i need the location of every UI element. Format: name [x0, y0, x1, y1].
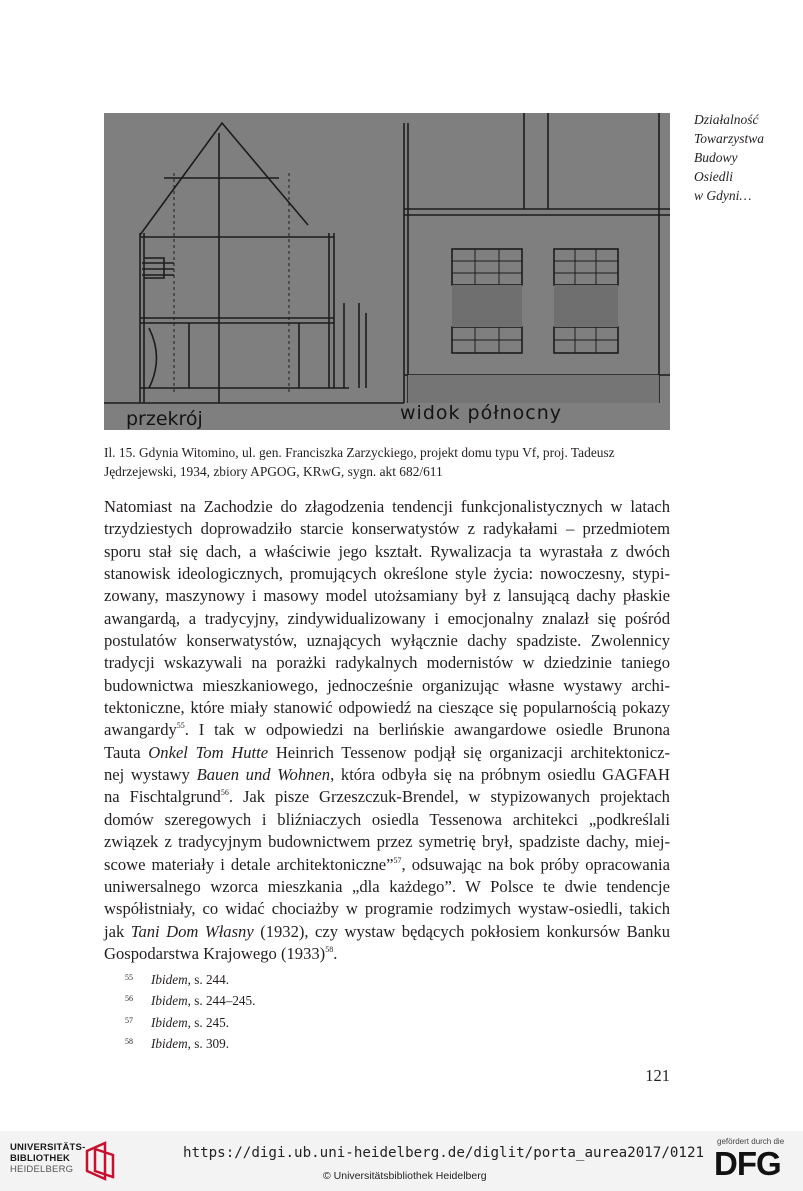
- footnotes: [125, 970, 525, 1055]
- library-name-line: BIBLIOTHEK: [10, 1153, 71, 1164]
- body-line: [104, 786, 670, 808]
- footnote-ref-text: , s. 244.: [187, 972, 230, 987]
- body-line: związek z tradycyjnym budownictwem przez symetrię brył, spadziste dachy, miej-: [104, 832, 670, 852]
- body-line: współistniały, co widać chociażby w programie rodzimych wystaw-osiedli, takich: [104, 899, 670, 919]
- library-emblem-icon: [83, 1141, 117, 1181]
- body-line: budownictwa mieszkaniowego, jednocześnie organizując własne wystawy archi-: [104, 675, 670, 695]
- footnote-text: [151, 1013, 229, 1032]
- caption-line-2: Jędrzejewski, 1934, zbiory APGOG, KRwG, sygn. akt 682/611: [104, 464, 443, 479]
- dfg-funding-caption: gefördert durch die: [717, 1137, 785, 1146]
- italic-title: Onkel Tom Hutte: [148, 742, 269, 762]
- footnote-number: 56: [125, 994, 133, 1004]
- body-line: uniwersalnego wzorca mieszkania „dla każdego”. W Polsce te dwie tendencje: [104, 876, 670, 896]
- footnote-number: 57: [125, 1015, 133, 1025]
- footnote-ibid: Ibidem: [151, 993, 188, 1009]
- university-library-logo[interactable]: [10, 1139, 120, 1183]
- italic-title: Bauen und Wohnen: [196, 765, 331, 785]
- body-text-run: nej wystawy: [104, 765, 197, 785]
- library-name-line: UNIVERSITÄTS-: [10, 1142, 86, 1153]
- footnote-text: [151, 970, 229, 989]
- body-text-run: na Fischtalgrund: [104, 787, 221, 807]
- footnote-ibid: Ibidem: [151, 1014, 188, 1030]
- body-line: [104, 719, 670, 741]
- body-text-run: awangardy: [104, 720, 177, 740]
- source-url-link[interactable]: https://digi.ub.uni-heidelberg.de/diglit/porta_aurea2017/0121: [183, 1145, 705, 1161]
- side-note-line: Budowy: [694, 150, 738, 165]
- body-text-run: scowe materiały i detale architektoniczne”: [104, 854, 394, 874]
- footnote-ref-text: , s. 244–245.: [187, 993, 256, 1009]
- side-note-line: Osiedli: [694, 169, 733, 184]
- footer-bar: [0, 1131, 803, 1191]
- footnote-ref-58[interactable]: 58: [325, 944, 334, 954]
- body-text-run: Tauta: [104, 742, 149, 762]
- body-text-run: Heinrich Tessenow podjął się organizacji architektonicz-: [268, 742, 670, 762]
- body-line: [104, 854, 670, 876]
- footnote-ibid: Ibidem: [151, 1035, 188, 1051]
- body-line: tradycji wskazywali na porażki radykalnych modernistów w dziedzinie taniego: [104, 653, 670, 673]
- body-paragraph: [104, 496, 670, 965]
- footnote-item: [125, 991, 525, 1012]
- body-line: Natomiast na Zachodzie do złagodzenia tendencji funkcjonalistycznych w latach: [104, 497, 670, 516]
- body-text-run: . I tak w odpowiedzi na berlińskie awangardowe osiedle Brunona: [184, 720, 670, 740]
- body-line: trzydziestych doprowadziło starcie konserwatystów z radykałami – przedmiotem: [104, 519, 670, 539]
- body-line: [104, 921, 670, 943]
- body-line: [104, 742, 670, 764]
- body-line: zowany, maszynowy i masowy model utożsamiany był z lansującą dachy płaskie: [104, 586, 670, 606]
- footnote-text: [151, 991, 255, 1010]
- footnote-ref-text: , s. 309.: [187, 1035, 230, 1051]
- drawing-svg: [104, 113, 670, 430]
- body-text-run: . Jak pisze Grzeszczuk-Brendel, w stypizowanych projektach: [228, 787, 670, 807]
- figure-label-elevation: widok północny: [400, 402, 563, 424]
- body-text-run: , która odbyła się na próbnym osiedlu GAGFAH: [330, 765, 670, 785]
- running-head-side-note: [694, 110, 794, 205]
- figure-caption: [104, 443, 684, 481]
- body-line: stanowisk ideologicznych, promujących określone style życia: nowoczesny, stypi-: [104, 564, 670, 584]
- footnote-ref-57[interactable]: 57: [393, 855, 402, 865]
- footnote-ref-56[interactable]: 56: [220, 788, 229, 798]
- body-line: [104, 764, 670, 786]
- body-line: awangardą, a tradycyjny, zindywidualizowany i emocjonalny znalazł się pośród: [104, 608, 670, 628]
- footnote-ref-55[interactable]: 55: [176, 721, 185, 731]
- dfg-logo[interactable]: DFG: [714, 1145, 781, 1182]
- footnote-number: 55: [125, 973, 133, 982]
- body-text-run: (1932), czy wystaw będących pokłosiem konkursów Banku: [253, 921, 670, 941]
- library-name-line: HEIDELBERG: [10, 1164, 74, 1175]
- footnote-item: [125, 970, 525, 991]
- body-text-run: Gospodarstwa Krajowego (1933): [104, 943, 326, 963]
- footnote-item: [125, 1013, 525, 1034]
- side-note-line: w Gdyni…: [694, 188, 752, 203]
- footnote-ibid: Ibidem: [151, 972, 188, 987]
- figure-label-section: przekrój: [126, 408, 203, 430]
- side-note-line: Towarzystwa: [694, 131, 765, 146]
- body-line: domów szeregowych i bliźniaczych osiedla Tessenowa architekci „podkreślali: [104, 809, 670, 829]
- copyright-notice: © Universitätsbibliothek Heidelberg: [323, 1170, 487, 1182]
- page-number: 121: [645, 1066, 670, 1085]
- body-line: [104, 943, 670, 965]
- footnote-item: [125, 1034, 525, 1055]
- italic-title: Tani Dom Własny: [130, 921, 254, 941]
- body-text-run: jak: [104, 921, 131, 941]
- footnote-ref-text: , s. 245.: [187, 1014, 230, 1030]
- body-line: postulatów konserwatystów, uznających wyłącznie dachy spadziste. Zwolennicy: [104, 631, 670, 651]
- caption-line-1: Il. 15. Gdynia Witomino, ul. gen. Franciszka Zarzyckiego, projekt domu typu Vf, proj. Tadeusz: [104, 445, 615, 460]
- footnote-text: [151, 1034, 229, 1053]
- body-text-run: .: [333, 943, 338, 963]
- side-note-line: Działalność: [694, 112, 759, 127]
- body-line: sporu stał się dach, a właściwie jego kształt. Rywalizacja ta wyrastała z dwóch: [104, 541, 670, 561]
- architectural-drawing-figure: [104, 113, 670, 430]
- library-name: [10, 1142, 85, 1175]
- footnote-number: 58: [125, 1036, 133, 1046]
- body-text-run: , odsuwając na bok próby opracowania: [401, 854, 670, 874]
- body-line: tektoniczne, które miały stanowić odpowiedź na cieszące się popularnością pokazy: [104, 698, 670, 718]
